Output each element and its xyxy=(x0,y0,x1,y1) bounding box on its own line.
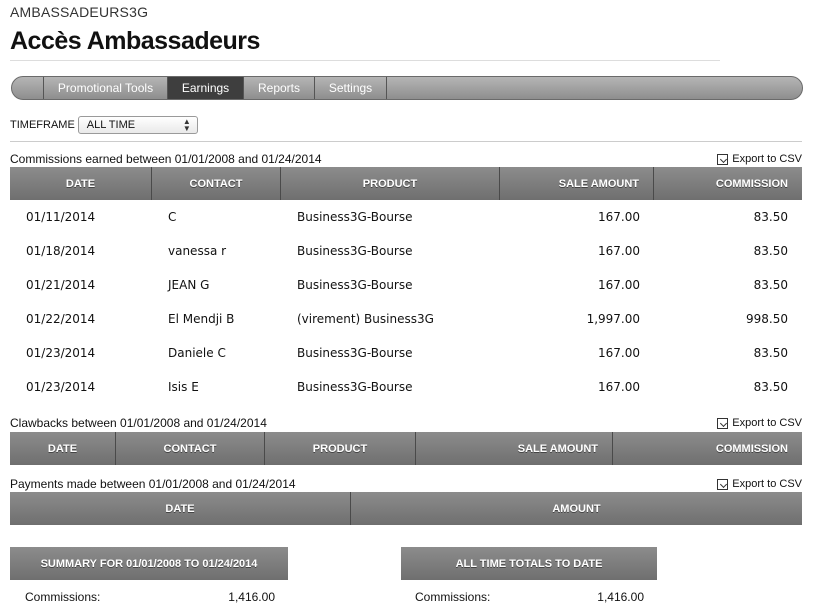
cell-product: Business3G-Bourse xyxy=(297,210,413,224)
clawbacks-caption-row xyxy=(10,416,802,430)
tab-settings[interactable]: Settings xyxy=(315,77,387,99)
tab-promotional-tools[interactable]: Promotional Tools xyxy=(44,77,168,99)
payments-caption-row xyxy=(10,477,802,491)
cell-sale-amount: 1,997.00 xyxy=(586,312,640,326)
payments-caption: Payments made between 01/01/2008 and 01/24/2014 xyxy=(10,477,296,491)
timeframe-value: ALL TIME xyxy=(86,119,136,131)
nav-tabs xyxy=(44,77,387,99)
cell-contact: C xyxy=(168,210,177,224)
col-amount[interactable]: AMOUNT xyxy=(552,502,601,515)
cell-date: 01/11/2014 xyxy=(26,210,96,224)
cell-contact: JEAN G xyxy=(168,278,210,292)
page-title: Accès Ambassadeurs xyxy=(10,27,260,55)
cell-date: 01/22/2014 xyxy=(26,312,96,326)
summary-commissions-row xyxy=(25,590,275,604)
title-divider xyxy=(10,60,720,61)
cell-contact: Daniele C xyxy=(168,346,226,360)
totals-commissions-label: Commissions: xyxy=(415,590,491,604)
col-product[interactable]: PRODUCT xyxy=(265,432,416,465)
col-date[interactable]: DATE xyxy=(10,492,351,525)
totals-commissions-row xyxy=(415,590,644,604)
commissions-export-link[interactable] xyxy=(717,153,802,165)
commissions-table-header xyxy=(10,167,802,200)
table-row xyxy=(10,302,802,336)
col-contact[interactable]: CONTACT xyxy=(116,432,265,465)
cell-product: Business3G-Bourse xyxy=(297,278,413,292)
summary-commissions-label: Commissions: xyxy=(25,590,101,604)
commissions-caption: Commissions earned between 01/01/2008 and 01/24/2014 xyxy=(10,152,322,166)
cell-date: 01/23/2014 xyxy=(26,380,96,394)
cell-product: Business3G-Bourse xyxy=(297,244,413,258)
col-contact[interactable]: CONTACT xyxy=(152,167,281,200)
cell-date: 01/18/2014 xyxy=(26,244,96,258)
cell-sale-amount: 167.00 xyxy=(598,244,640,258)
col-commission[interactable]: COMMISSION xyxy=(715,442,788,455)
col-sale-amount[interactable]: SALE AMOUNT xyxy=(416,432,613,465)
table-row xyxy=(10,234,802,268)
cell-commission: 83.50 xyxy=(753,346,788,360)
payments-export-link[interactable] xyxy=(717,478,802,490)
cell-commission: 83.50 xyxy=(753,380,788,394)
cell-sale-amount: 167.00 xyxy=(598,210,640,224)
col-date[interactable]: DATE xyxy=(10,167,152,200)
clawbacks-export-label: Export to CSV xyxy=(732,417,802,429)
timeframe-label: TIMEFRAME xyxy=(10,119,75,131)
timeframe-control xyxy=(10,116,198,134)
export-icon xyxy=(717,479,728,490)
cell-sale-amount: 167.00 xyxy=(598,346,640,360)
export-icon xyxy=(717,154,728,165)
cell-sale-amount: 167.00 xyxy=(598,380,640,394)
table-row xyxy=(10,336,802,370)
clawbacks-export-link[interactable] xyxy=(717,417,802,429)
cell-date: 01/23/2014 xyxy=(26,346,96,360)
timeframe-divider xyxy=(10,141,802,142)
cell-contact: El Mendji B xyxy=(168,312,235,326)
brand-name: AMBASSADEURS3G xyxy=(10,4,149,20)
col-date[interactable]: DATE xyxy=(10,432,116,465)
cell-commission: 998.50 xyxy=(746,312,788,326)
col-product[interactable]: PRODUCT xyxy=(281,167,500,200)
cell-commission: 83.50 xyxy=(753,278,788,292)
col-commission[interactable]: COMMISSION xyxy=(715,177,788,190)
cell-contact: vanessa r xyxy=(168,244,227,258)
tab-earnings[interactable]: Earnings xyxy=(168,77,244,99)
cell-product: Business3G-Bourse xyxy=(297,380,413,394)
totals-header: ALL TIME TOTALS TO DATE xyxy=(401,547,657,580)
main-nav xyxy=(11,76,803,100)
totals-commissions-value: 1,416.00 xyxy=(597,590,644,604)
summary-commissions-value: 1,416.00 xyxy=(228,590,275,604)
table-row xyxy=(10,370,802,404)
payments-table-header xyxy=(10,492,802,525)
cell-commission: 83.50 xyxy=(753,244,788,258)
payments-export-label: Export to CSV xyxy=(732,478,802,490)
cell-commission: 83.50 xyxy=(753,210,788,224)
table-row xyxy=(10,200,802,234)
summary-header: SUMMARY FOR 01/01/2008 TO 01/24/2014 xyxy=(10,547,288,580)
cell-date: 01/21/2014 xyxy=(26,278,96,292)
table-row xyxy=(10,268,802,302)
clawbacks-caption: Clawbacks between 01/01/2008 and 01/24/2014 xyxy=(10,416,267,430)
export-icon xyxy=(717,418,728,429)
commissions-caption-row xyxy=(10,152,802,166)
cell-sale-amount: 167.00 xyxy=(598,278,640,292)
commissions-export-label: Export to CSV xyxy=(732,153,802,165)
commissions-table-body xyxy=(10,200,802,404)
timeframe-select[interactable] xyxy=(78,116,198,134)
cell-product: (virement) Business3G xyxy=(297,312,434,326)
cell-product: Business3G-Bourse xyxy=(297,346,413,360)
col-sale-amount[interactable]: SALE AMOUNT xyxy=(500,167,654,200)
nav-left-cap xyxy=(12,77,44,99)
clawbacks-table-header xyxy=(10,432,802,465)
cell-contact: Isis E xyxy=(168,380,199,394)
tab-reports[interactable]: Reports xyxy=(244,77,315,99)
select-arrows-icon: ▲ ▼ xyxy=(182,117,191,133)
